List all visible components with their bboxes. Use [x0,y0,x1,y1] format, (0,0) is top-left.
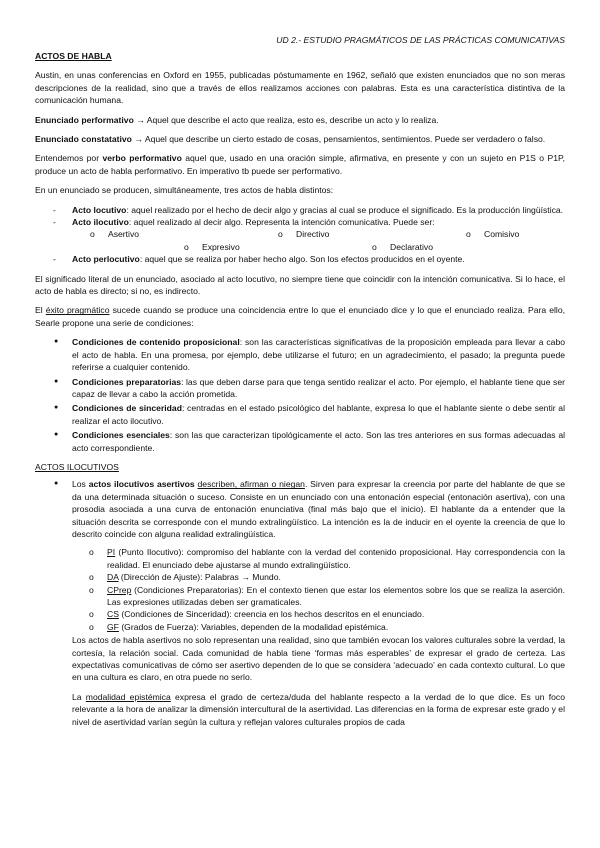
text: aquel que, usado en una oración simple, afirmativa, en presente y con un sujeto en P1S o P1P, produce un acto de habla performativo. En imperativo tb puede ser performativo. [35,153,565,176]
text: → Aquel que describe el acto que realiza, esto es, describe un acto y lo realiza. [133,114,439,125]
text: : son las que caracterizan tipológicamente el acto. Son las tres anteriores en sus formas adecuadas al acto correspondiente. [72,430,566,453]
term: modalidad epistémica [85,691,171,702]
running-header: UD 2.- ESTUDIO PRAGMÁTICOS DE LAS PRÁCTICAS COMUNICATIVAS [276,35,565,45]
paragraph-significado-literal: El significado literal de un enunciado, asociado al acto locutivo, no siempre tiene que coincidir con la intención comunicativa. Si lo hace, el acto de habla es directo; si no, es indirecto. [35,273,565,297]
term: describen, afirman o niegan [197,479,305,490]
abbr: CS [107,609,119,620]
list-item-asertivos [35,478,565,633]
paragraph-verbo-performativo [35,152,565,177]
feature-da [72,571,565,583]
feature-gf [72,621,565,633]
text: (Condiciones Preparatorias): En el contexto tienen que estar los elementos sobre los que se realiza la aserción. Las expresiones utilizadas deben ser gramaticales. [107,584,565,607]
list-item-locutivo [35,204,565,216]
text: : las que deben darse para que tenga sentido realizar el acto. Por ejemplo, el hablante tiene que ser capaz de llevar a cabo la acción prometida. [72,376,565,399]
abbr: DA [107,572,119,583]
document-body [35,34,565,735]
paragraph-exito-pragmatico [35,304,565,329]
term: Acto perlocutivo [72,254,140,265]
term: Condiciones preparatorias [72,376,182,387]
paragraph-tres-actos: En un enunciado se producen, simultáneamente, tres actos de habla distintos: [35,185,334,196]
abbr: PI [107,547,116,558]
term: Enunciado constatativo [35,134,132,145]
text: (Grados de Fuerza): Variables, dependen de la modalidad epistémica. [118,621,389,632]
paragraph-performativo [35,114,565,126]
abbr: GF [107,621,119,632]
condition-preparatorias [35,376,565,401]
text: (Dirección de Ajuste): Palabras → Mundo. [118,572,281,583]
text: : aquel realizado al decir algo. Representa la intención comunicativa. Puede ser: [128,217,435,228]
types-row-2 [72,241,565,253]
text: (Condiciones de Sinceridad): creencia en los hechos descritos en el enunciado. [118,609,425,620]
text: : aquel realizado por el hecho de decir algo y gracias al cual se produce el significado. Es la producción lingüística. [126,204,564,215]
text: : aquel que se realiza por haber hecho algo. Son los efectos producidos en el oyente. [139,254,465,265]
conditions-list [35,336,565,454]
text: Entendemos por [35,153,103,164]
acts-list [35,204,565,266]
paragraph-valores-culturales: Los actos de habla asertivos no solo representan una realidad, sino que también evocan los valores culturales sobre la verdad, la cortesía, la relación social. Cada comunidad de habla tiene ‘formas más esperables’ de expresar el grado de certeza. Las expectativas comunicativas de cómo ser asertivo dependen de lo que se considera ‘adecuado’ en cada contexto cultural. Lo que en una cultura es claro, en otra puede no serlo. [72,635,566,683]
condition-sinceridad [35,402,565,427]
term: Condiciones de contenido proposicional [72,337,240,348]
term: Condiciones esenciales [72,430,170,441]
type-comisivo: o Comisivo [484,228,519,240]
section-title-actos-ilocutivos: ACTOS ILOCUTIVOS [35,461,119,472]
paragraph-constatativo [35,133,565,145]
abbr: CPrep [107,584,132,595]
term: Enunciado performativo [35,114,134,125]
text: : centradas en el estado psicológico del hablante, expresa lo que el hablante siente o debe sentir al realizar el acto ilocutivo. [72,403,565,426]
list-item-ilocutivo [35,216,565,253]
term: Acto locutivo [72,204,127,215]
section-title-actos-de-habla: ACTOS DE HABLA [35,51,112,61]
paragraph-modalidad-epistemica [35,691,565,728]
type-directivo: o Directivo [296,228,329,240]
condition-esenciales [35,429,565,454]
feature-cprep [72,584,565,609]
asertivos-list [35,478,565,633]
term: éxito pragmático [45,305,110,316]
term: Condiciones de sinceridad [72,403,182,414]
text: . Sirven para expresar la creencia por parte del hablante de que se da una determinada situación o suceso. Consiste en un enunciado con una entonación especial (entonación asertiva), con una prosodia asociada a una curva de entonación enunciativa (final más bajo que el inicio). El hablante da a entender que la situación descrita se corresponde con el mundo extralingüístico. La intención es la de inducir en el oyente la creencia de que lo descrito coincide con alguna realidad extralingüística. [72,479,565,539]
term: Acto ilocutivo [72,217,129,228]
type-declarativo: o Declarativo [390,241,433,253]
term: verbo performativo [102,153,182,164]
text: sucede cuando se produce una coincidencia entre lo que el enunciado dice y lo que el enunciado realiza. Para ello, Searle propone una serie de condiciones: [35,305,565,328]
type-asertivo: o Asertivo [108,228,139,240]
text: El [35,305,46,316]
condition-contenido [35,336,565,373]
type-expresivo: o Expresivo [202,241,240,253]
text: Los [72,479,89,490]
text: : son las características significativas de la proposición empleada para llevar a cabo el acto de habla. En una promesa, por ejemplo, debe utilizarse el futuro; en un agradecimiento, el pasado; la pregunta puede referirse a cualquier contenido. [72,337,566,373]
term: actos ilocutivos asertivos [88,479,195,490]
text: expresa el grado de certeza/duda del hablante respecto a la verdad de lo que dice. Es un foco relevante a la hora de analizar la dimensión intercultural de la asertividad. Las diferencias en la forma de expresar este grado y el nivel de asertividad varían según la cultura y reflejan valores culturales propios de cada [72,691,566,727]
paragraph-austin: Austin, en unas conferencias en Oxford en 1955, publicadas póstumamente en 1962, señaló que existen enunciados que no son meras descripciones de la realidad, sino que a través de ellos realizamos acciones con palabras. Esta es una característica distintiva de la comunicación humana. [35,70,565,106]
list-item-perlocutivo [35,253,565,265]
text: → Aquel que describe un cierto estado de cosas, pensamientos, sentimientos. Puede ser verdadero o falso. [131,134,546,145]
types-row-1 [72,228,565,240]
text: (Punto Ilocutivo): compromiso del hablante con la verdad del contenido proposicional. Hay correspondencia con la realidad. El enunciado debe ajustarse al mundo extralingüístico. [107,547,565,570]
feature-cs [72,608,565,620]
feature-pi [72,546,565,571]
asertivos-features [72,546,565,633]
text: La [72,691,86,702]
